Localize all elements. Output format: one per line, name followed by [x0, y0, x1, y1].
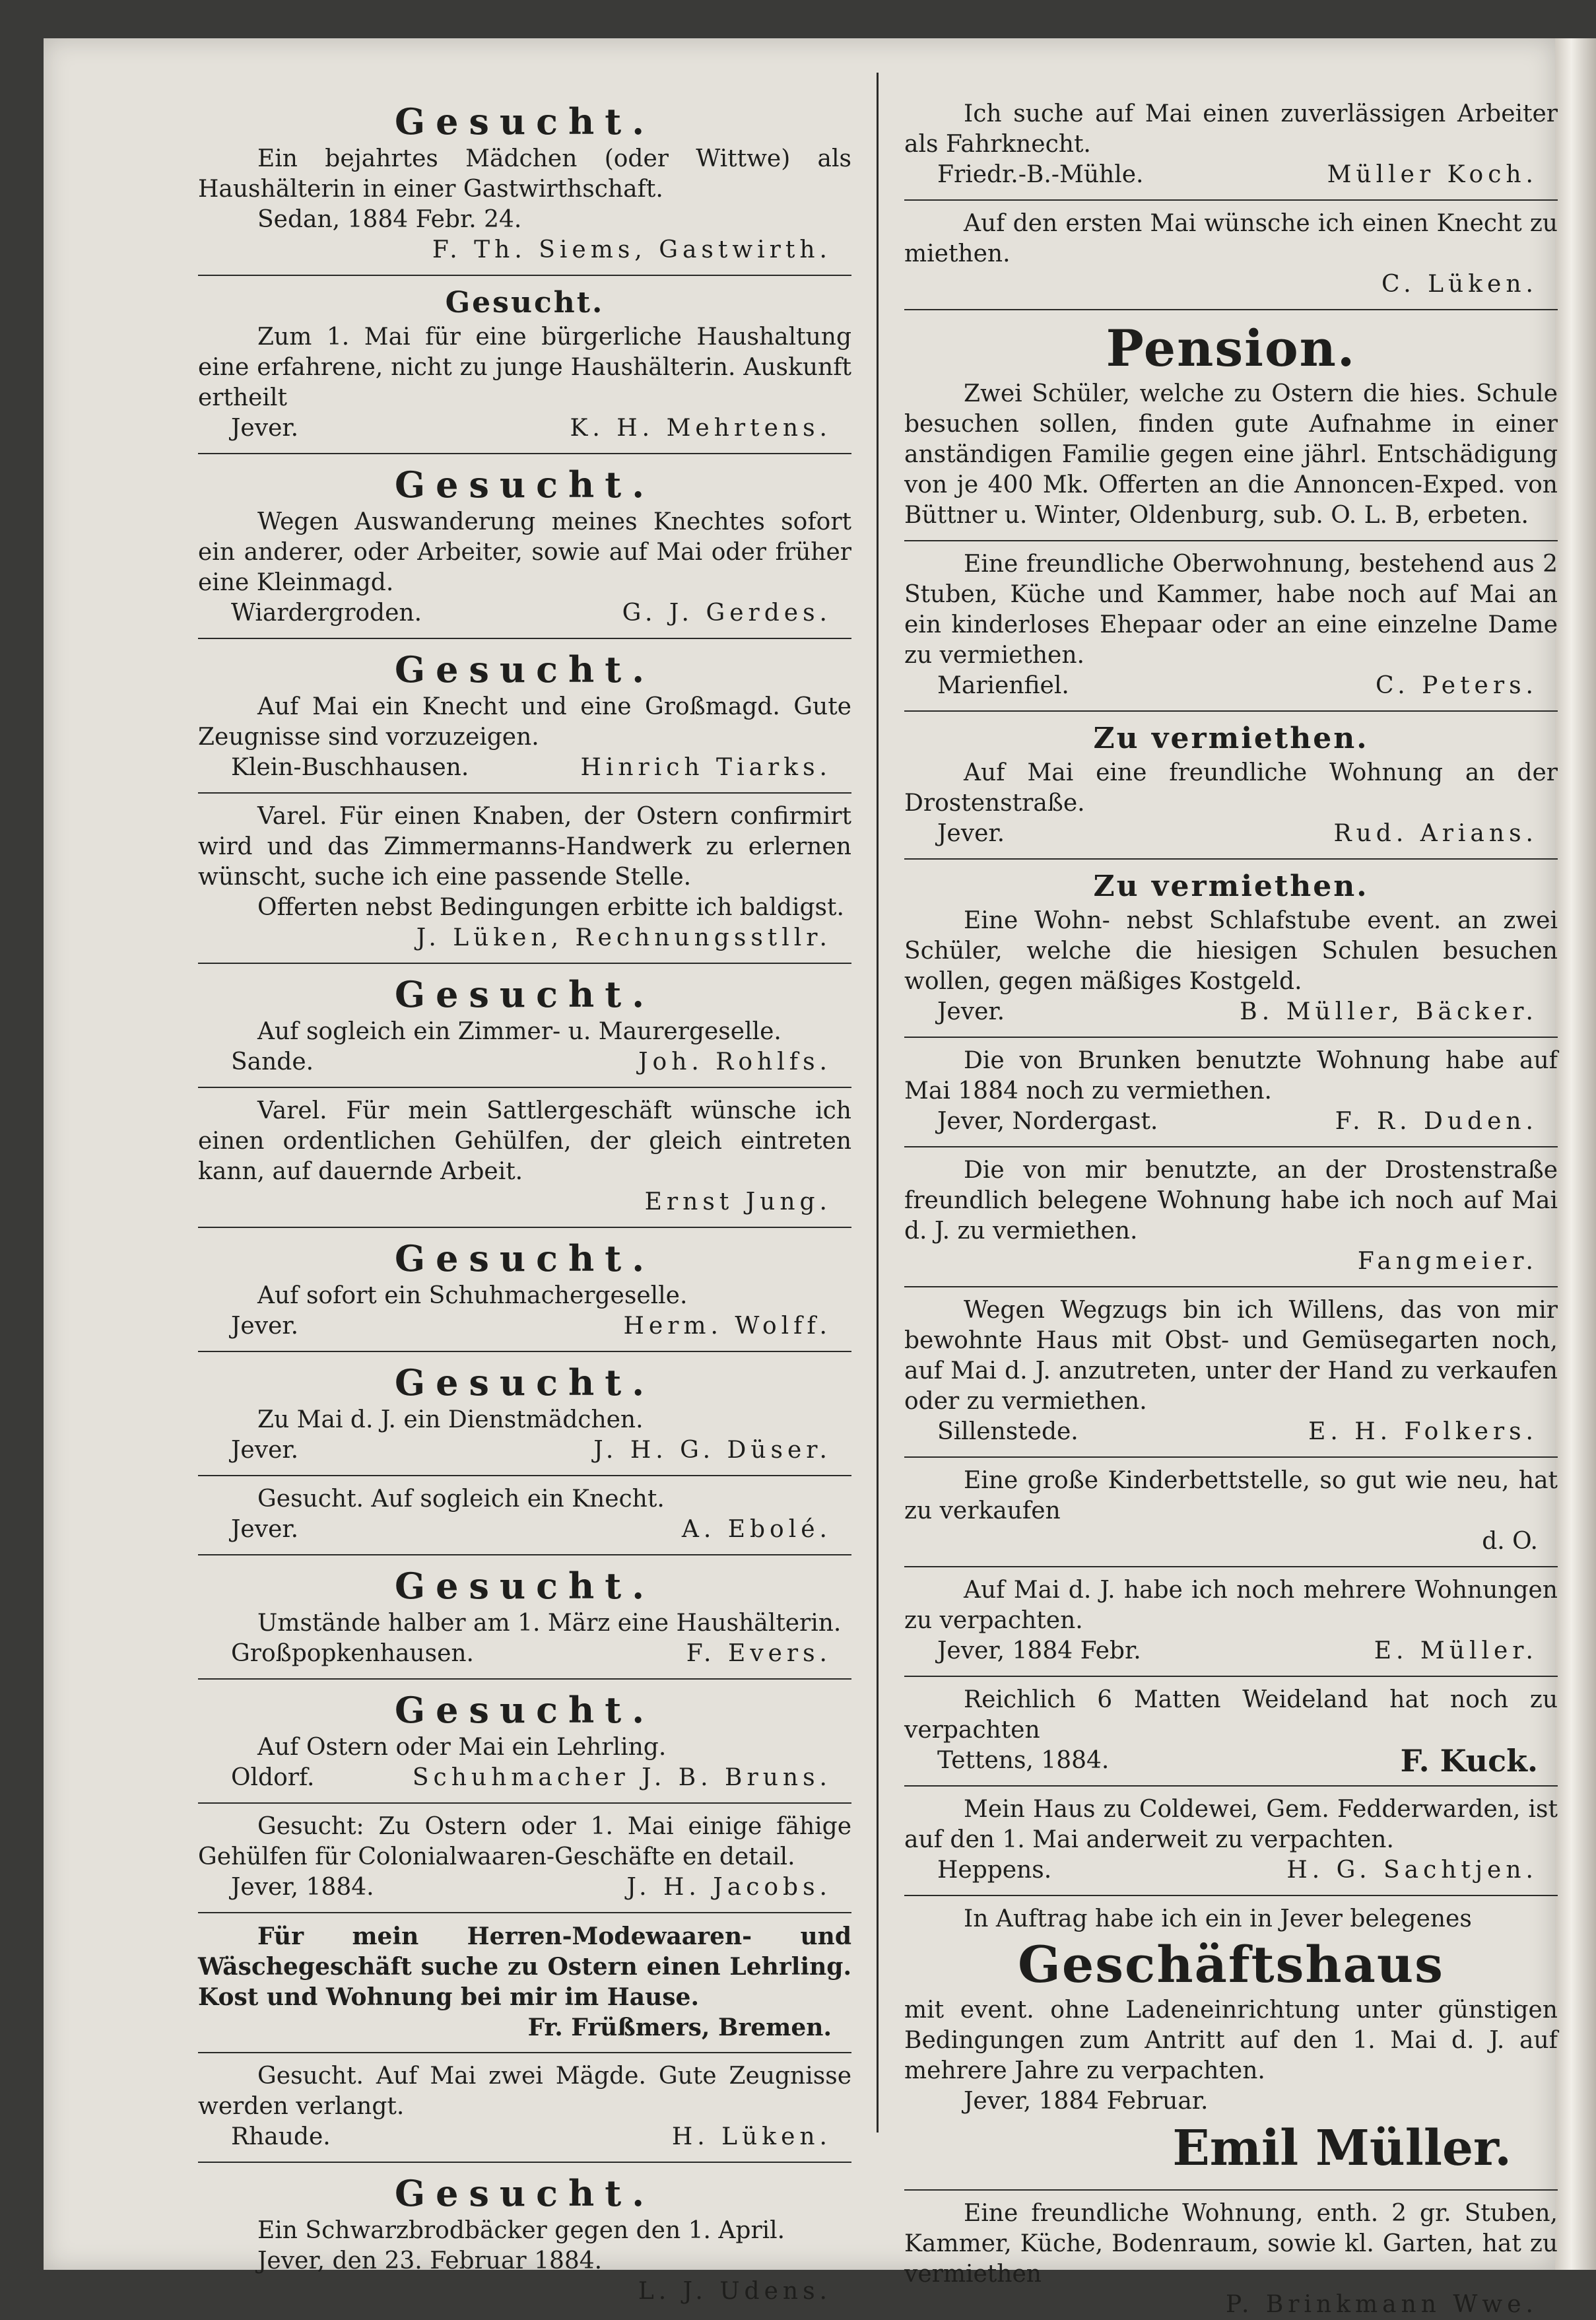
ad-place: Wiardergroden.	[231, 599, 422, 627]
ad-signature: F. R. Duden.	[1335, 1108, 1538, 1135]
ad-signature: F. Kuck.	[1400, 1743, 1538, 1779]
ad-text: Auf Mai d. J. habe ich noch mehrere Wohnungen zu verpachten.	[904, 1577, 1558, 1634]
ad-separator	[904, 1895, 1558, 1896]
ad-signature: Hinrich Tiarks.	[580, 754, 832, 781]
ad-signature: P. Brinkmann Wwe.	[1226, 2291, 1538, 2318]
ad-separator	[198, 638, 851, 639]
ad-signature: L. J. Udens.	[638, 2278, 832, 2305]
ad-zu-vermiethen-arians	[904, 720, 1558, 849]
ad-text: Reichlich 6 Matten Weideland hat noch zu verpachten	[904, 1686, 1558, 1744]
ad-gesucht-jacobs	[198, 1812, 851, 1903]
ad-signature: J. Lüken, Rechnungsstllr.	[416, 924, 832, 951]
ad-signature: H. Lüken.	[671, 2123, 832, 2150]
ad-place: Jever.	[231, 1313, 299, 1340]
ad-signature: J. H. Jacobs.	[626, 1874, 832, 1901]
ad-gesucht-dueser	[198, 1360, 851, 1466]
ad-separator	[904, 540, 1558, 541]
ad-brinkmann	[904, 2199, 1558, 2320]
ad-signature: A. Ebolé.	[681, 1516, 832, 1543]
ad-geschaeftshaus	[904, 1904, 1558, 2180]
ad-gesucht-siems	[198, 99, 851, 265]
ad-place: Rhaude.	[231, 2123, 331, 2150]
ad-heading: Gesucht.	[394, 1689, 655, 1731]
ad-date: Sedan, 1884 Febr. 24.	[257, 206, 522, 233]
ad-varel-zimmermann	[198, 802, 851, 953]
ad-signature: Rud. Arians.	[1333, 820, 1538, 847]
ad-signature: G. J. Gerdes.	[622, 599, 832, 627]
left-column	[198, 99, 851, 2307]
ad-signature: Emil Müller.	[1172, 2120, 1512, 2177]
ad-place: Sillenstede.	[937, 1418, 1079, 1445]
ad-separator	[198, 2052, 851, 2053]
ad-heading: Gesucht.	[394, 2172, 655, 2214]
ad-gesucht-bruns	[198, 1688, 851, 1793]
ad-separator	[198, 1227, 851, 1228]
ad-signature: E. Müller.	[1374, 1637, 1538, 1664]
ad-separator	[904, 858, 1558, 860]
column-divider	[877, 73, 879, 2132]
ad-separator	[198, 275, 851, 276]
ad-text-2: Offerten nebst Bedingungen erbitte ich baldigst.	[257, 894, 844, 921]
ad-separator	[904, 1785, 1558, 1787]
ad-brunken-wohnung	[904, 1046, 1558, 1137]
ad-place: Oldorf.	[231, 1764, 315, 1791]
ad-separator	[198, 1087, 851, 1088]
ad-signature: F. Th. Siems, Gastwirth.	[432, 236, 832, 263]
ad-text: Varel. Für mein Sattlergeschäft wünsche ich einen ordentlichen Gehülfen, der gleich eintreten kann, auf dauernde Arbeit.	[198, 1097, 851, 1185]
ad-text: Auf Mai ein Knecht und eine Großmagd. Gute Zeugnisse sind vorzuzeigen.	[198, 693, 851, 751]
ad-separator	[198, 1554, 851, 1555]
ad-gesucht-udens	[198, 2171, 851, 2307]
ad-separator	[904, 710, 1558, 712]
ad-gesucht-ebole	[198, 1484, 851, 1545]
ad-place: Jever.	[231, 415, 299, 442]
ad-signature: C. Lüken.	[1381, 271, 1538, 298]
ad-place: Jever.	[231, 1516, 299, 1543]
ad-heading: Gesucht.	[394, 1237, 655, 1279]
ad-signature: Fangmeier.	[1357, 1248, 1538, 1275]
ad-heading: Zu vermiethen.	[1093, 722, 1369, 755]
ad-text: Eine Wohn- nebst Schlafstube event. an zwei Schüler, welche die hiesigen Schulen besuchen wollen, gegen mäßiges Kostgeld.	[904, 907, 1558, 995]
ad-place: Jever, Nordergast.	[937, 1108, 1158, 1135]
ad-heading: Gesucht.	[394, 1361, 655, 1404]
ad-gesucht-rohlfs	[198, 972, 851, 1077]
ad-heading: Gesucht.	[445, 286, 605, 320]
ad-text: Ein bejahrtes Mädchen (oder Wittwe) als Haushälterin in einer Gastwirthschaft.	[198, 145, 851, 203]
ad-date: Jever, 1884 Februar.	[964, 2088, 1209, 2115]
ad-separator	[904, 1037, 1558, 1038]
ad-place: Jever.	[937, 820, 1005, 847]
ad-text: Ich suche auf Mai einen zuverlässigen Arbeiter als Fahrknecht.	[904, 100, 1558, 158]
ad-separator	[904, 2189, 1558, 2191]
ad-zu-vermiethen-mueller	[904, 868, 1558, 1027]
ad-signature: Fr. Früßmers, Bremen.	[527, 2014, 832, 2041]
ad-separator	[904, 1456, 1558, 1458]
ad-signature: B. Müller, Bäcker.	[1240, 998, 1538, 1025]
ad-text: Eine freundliche Wohnung, enth. 2 gr. Stuben, Kammer, Küche, Bodenraum, sowie kl. Garten, hat zu vermiethen	[904, 2200, 1558, 2288]
ad-pension	[904, 318, 1558, 531]
ad-oberwohnung	[904, 549, 1558, 701]
ad-signature: J. H. G. Düser.	[593, 1437, 832, 1464]
page-edge	[1555, 38, 1596, 2270]
ad-separator	[198, 1912, 851, 1913]
ad-separator	[904, 1286, 1558, 1287]
ad-signature: Herm. Wolff.	[623, 1313, 832, 1340]
ad-separator	[904, 199, 1558, 201]
ad-heading: Geschäftshaus	[1018, 1935, 1444, 1994]
ad-separator	[198, 1678, 851, 1680]
ad-place: Jever.	[231, 1437, 299, 1464]
ad-folkers	[904, 1295, 1558, 1447]
ad-place: Großpopkenhausen.	[231, 1640, 474, 1667]
ad-text: Auf sofort ein Schuhmachergeselle.	[257, 1282, 688, 1309]
ad-text: Auf sogleich ein Zimmer- u. Maurergeselle.	[257, 1018, 781, 1045]
right-column	[904, 99, 1558, 2320]
ad-place: Heppens.	[937, 1857, 1052, 1884]
ad-heading: Gesucht.	[394, 973, 655, 1015]
ad-separator	[198, 453, 851, 454]
ad-place: Marienfiel.	[937, 672, 1069, 699]
ad-heading: Zu vermiethen.	[1093, 870, 1369, 903]
ad-text: Die von Brunken benutzte Wohnung habe auf Mai 1884 noch zu vermiethen.	[904, 1047, 1558, 1105]
ad-text: Eine große Kinderbettstelle, so gut wie neu, hat zu verkaufen	[904, 1467, 1558, 1524]
ad-fruessmers	[198, 1921, 851, 2043]
ad-separator	[198, 2162, 851, 2163]
ad-intro: In Auftrag habe ich ein in Jever belegenes	[964, 1905, 1472, 1932]
ad-place: Tettens, 1884.	[937, 1747, 1110, 1774]
ad-coldewei	[904, 1794, 1558, 1886]
ad-separator	[198, 1351, 851, 1352]
ad-text: Auf Ostern oder Mai ein Lehrling.	[257, 1734, 667, 1761]
ad-gesucht-lueken	[198, 2061, 851, 2152]
ad-separator	[198, 963, 851, 964]
ad-place: Klein-Buschhausen.	[231, 754, 469, 781]
ad-text: Eine freundliche Oberwohnung, bestehend aus 2 Stuben, Küche und Kammer, habe noch auf Mai an ein kinderloses Ehepaar oder an eine einzelne Dame zu vermiethen.	[904, 551, 1558, 669]
ad-gesucht-mehrtens	[198, 284, 851, 444]
ad-text: Mein Haus zu Coldewei, Gem. Fedderwarden, ist auf den 1. Mai anderweit zu verpachten.	[904, 1796, 1558, 1853]
ad-place: Sande.	[231, 1048, 314, 1075]
ad-heading: Pension.	[1106, 319, 1356, 378]
ad-text: Die von mir benutzte, an der Drostenstraße freundlich belegene Wohnung habe ich noch auf Mai d. J. zu vermiethen.	[904, 1157, 1558, 1245]
ad-signature: C. Peters.	[1376, 672, 1538, 699]
ad-place: Jever.	[937, 998, 1005, 1025]
ad-text: Wegen Auswanderung meines Knechtes sofort ein anderer, oder Arbeiter, sowie auf Mai oder früher eine Kleinmagd.	[198, 508, 851, 596]
ad-text: Zwei Schüler, welche zu Ostern die hies. Schule besuchen sollen, finden gute Aufnahme in einer anständigen Familie gegen eine jährl. Entschädigung von je 400 Mk. Offerten an die Annoncen-Exped. von Büttner u. Winter, Oldenburg, sub. O. L. B, erbeten.	[904, 380, 1558, 529]
ad-varel-sattler	[198, 1096, 851, 1217]
ad-kinderbettstelle	[904, 1466, 1558, 1557]
ad-place: Jever, 1884 Febr.	[937, 1637, 1141, 1664]
ad-text: Gesucht. Auf Mai zwei Mägde. Gute Zeugnisse werden verlangt.	[198, 2063, 851, 2120]
ad-text: Gesucht: Zu Ostern oder 1. Mai einige fähige Gehülfen für Colonialwaaren-Geschäfte en detail.	[198, 1813, 851, 1870]
ad-place: Friedr.-B.-Mühle.	[937, 161, 1144, 188]
ad-gesucht-gerdes	[198, 462, 851, 629]
ad-separator	[198, 1475, 851, 1476]
ad-signature: Schuhmacher J. B. Bruns.	[412, 1764, 832, 1791]
ad-signature: Müller Koch.	[1327, 161, 1538, 188]
ad-place: Jever, 1884.	[231, 1874, 374, 1901]
ad-knecht-lueken	[904, 209, 1558, 300]
ad-signature: d. O.	[1482, 1528, 1538, 1555]
ad-signature: F. Evers.	[686, 1640, 832, 1667]
ad-separator	[198, 1802, 851, 1804]
ad-separator	[198, 792, 851, 794]
ad-signature: E. H. Folkers.	[1308, 1418, 1538, 1445]
ad-text: Ein Schwarzbrodbäcker gegen den 1. April.	[257, 2217, 785, 2244]
ad-wohnungen-mueller	[904, 1575, 1558, 1666]
ad-text: Gesucht. Auf sogleich ein Knecht.	[257, 1485, 665, 1513]
ad-fahrknecht	[904, 99, 1558, 190]
ad-heading: Gesucht.	[394, 463, 655, 506]
ad-text: mit event. ohne Ladeneinrichtung unter günstigen Bedingungen zum Antritt auf den 1. Mai d. J. auf mehrere Jahre zu verpachten.	[904, 1996, 1558, 2084]
ad-text: Zum 1. Mai für eine bürgerliche Haushaltung eine erfahrene, nicht zu junge Haushälterin. Auskunft ertheilt	[198, 324, 851, 411]
ad-text: Umstände halber am 1. März eine Haushälterin.	[257, 1610, 842, 1637]
ad-signature: H. G. Sachtjen.	[1286, 1857, 1538, 1884]
ad-text: Zu Mai d. J. ein Dienstmädchen.	[257, 1406, 644, 1433]
ad-heading: Gesucht.	[394, 648, 655, 691]
ad-signature: Ernst Jung.	[644, 1188, 832, 1215]
ad-text: Auf den ersten Mai wünsche ich einen Knecht zu miethen.	[904, 210, 1558, 267]
ad-gesucht-tiarks	[198, 647, 851, 783]
ad-signature: K. H. Mehrtens.	[570, 415, 832, 442]
ad-signature: Joh. Rohlfs.	[638, 1048, 832, 1075]
ad-text: Für mein Herren-Modewaaren- und Wäschegeschäft suche zu Ostern einen Lehrling. Kost und Wohnung bei mir im Hause.	[198, 1923, 851, 2011]
ad-separator	[904, 1146, 1558, 1147]
ad-text: Auf Mai eine freundliche Wohnung an der Drostenstraße.	[904, 759, 1558, 817]
ad-gesucht-wolff	[198, 1236, 851, 1342]
ad-separator	[904, 1676, 1558, 1677]
ad-text: Varel. Für einen Knaben, der Ostern confirmirt wird und das Zimmermanns-Handwerk zu erlernen wünscht, suche ich eine passende Stelle.	[198, 803, 851, 891]
ad-separator	[904, 1566, 1558, 1567]
ad-heading: Gesucht.	[394, 100, 655, 143]
ad-heading: Gesucht.	[394, 1565, 655, 1607]
ad-text: Wegen Wegzugs bin ich Willens, das von mir bewohnte Haus mit Obst- und Gemüsegarten noch, auf Mai d. J. anzutreten, unter der Hand zu verkaufen oder zu vermiethen.	[904, 1297, 1558, 1415]
ad-weideland	[904, 1685, 1558, 1779]
ad-gesucht-evers	[198, 1563, 851, 1669]
ad-separator	[904, 309, 1558, 310]
ad-fangmeier	[904, 1155, 1558, 1277]
ad-date: Jever, den 23. Februar 1884.	[257, 2247, 603, 2274]
